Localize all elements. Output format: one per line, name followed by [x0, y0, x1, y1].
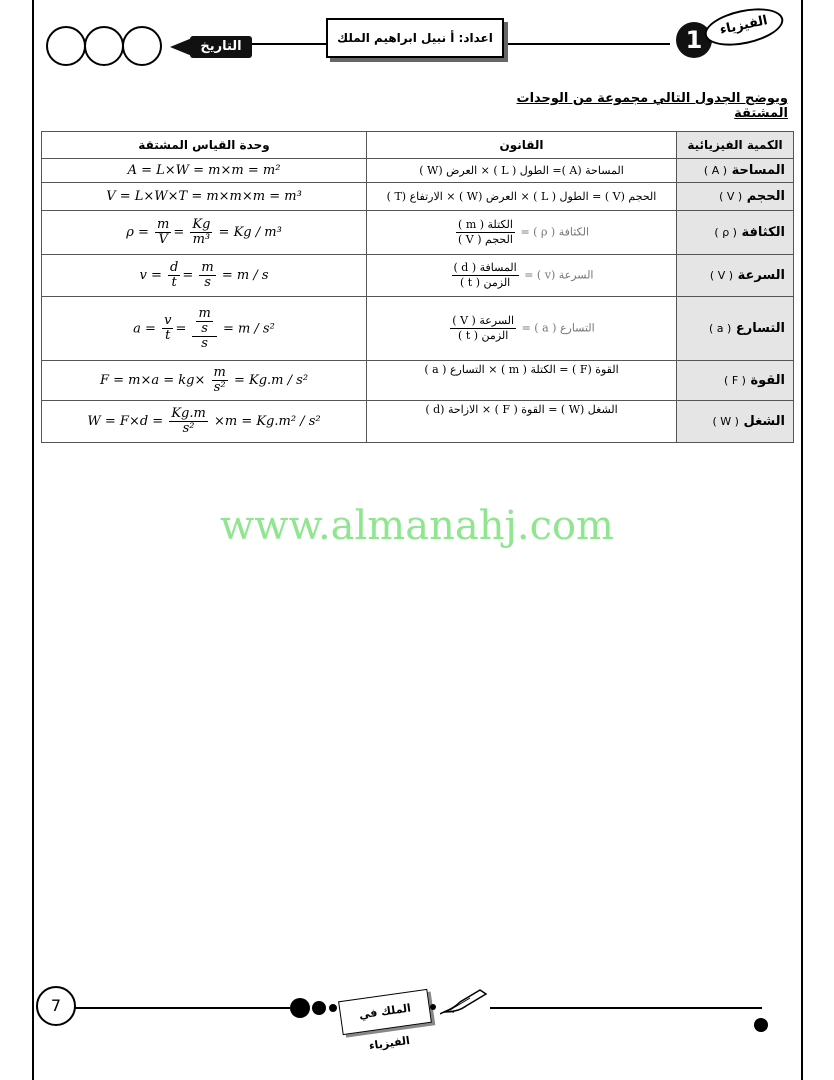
fraction-denominator: الحجم ( V ): [457, 233, 513, 246]
quantity-cell: [677, 159, 794, 183]
fraction-denominator: s: [201, 335, 208, 351]
fraction-numerator: Kg: [192, 217, 211, 232]
unit-cell: a = $\frac{v}{t}$ = $\frac{\frac{m}{s}}{s}$ = m / s²: [42, 297, 367, 361]
fraction-denominator: s²: [213, 380, 226, 395]
date-label: التاريخ: [190, 36, 252, 58]
unit-prefix: a =: [133, 321, 156, 336]
footer-line: [490, 1007, 762, 1009]
unit-cell: ρ = $\frac{m}{V}$ = $\frac{Kg}{\text{m³}}$ = Kg / m³: [42, 211, 367, 255]
unit-fraction: [155, 218, 171, 247]
quantity-cell: [677, 361, 794, 401]
fraction-numerator: Kg.m: [171, 406, 206, 421]
quantity-cell: [677, 211, 794, 255]
unit-prefix: ρ =: [126, 225, 149, 240]
table-row: [42, 211, 794, 255]
unit-cell: v = $\frac{d}{t}$ = $\frac{m}{s}$ = m / s: [42, 255, 367, 297]
table-row: [42, 183, 794, 211]
unit-prefix: F = m×a = kg×: [99, 373, 206, 388]
fraction-numerator: m: [198, 305, 211, 321]
law-fraction: [456, 218, 515, 247]
quantity-cell: [677, 297, 794, 361]
quantity-name: المساحة: [731, 163, 785, 178]
law-fraction: [452, 261, 519, 290]
table-row: [42, 401, 794, 443]
fraction-denominator: الزمن ( t ): [459, 276, 511, 289]
footer-dot: [754, 1018, 768, 1032]
unit-suffix: = Kg.m / s²: [233, 373, 309, 388]
footer-dot: [430, 1004, 436, 1010]
unit-fraction: [212, 366, 228, 395]
law-cell: القوة (F ) = الكتلة ( m ) × التسارع ( a ): [367, 361, 677, 401]
header-law: القانون: [367, 132, 677, 159]
footer-line: [74, 1007, 290, 1009]
fraction-denominator: s: [204, 275, 211, 290]
unit-prefix: v =: [139, 268, 162, 283]
quantity-symbol: ( W ): [712, 415, 739, 428]
inner-fraction: [196, 307, 212, 336]
footer-dot: [290, 998, 310, 1018]
law-lhs: الكثافة ( ρ ) =: [520, 225, 590, 239]
quantity-cell: [677, 255, 794, 297]
unit-fraction: [162, 314, 173, 343]
subject-number-badge: 1: [676, 22, 712, 58]
quantity-name: التسارع: [735, 321, 785, 336]
unit-prefix: W = F×d =: [87, 414, 164, 429]
fraction-denominator: t: [171, 275, 177, 290]
unit-cell: [42, 401, 367, 443]
quantity-symbol: ( A ): [703, 164, 728, 177]
pen-icon: [440, 986, 490, 1016]
fraction-numerator: m: [213, 365, 226, 380]
law-cell: [367, 211, 677, 255]
fraction-denominator: V: [158, 232, 168, 247]
unit-fraction: [199, 261, 215, 290]
header-quantity: الكمية الفيزيائية: [677, 132, 794, 159]
fraction-numerator: v: [164, 313, 172, 328]
quantity-symbol: ( V ): [709, 269, 734, 282]
intro-heading: ويوضح الجدول التالي مجموعة من الوحدات المشتقة: [516, 91, 788, 121]
table-row: [42, 159, 794, 183]
unit-fraction: [169, 407, 208, 436]
law-fraction: [450, 314, 516, 343]
table-row: [42, 297, 794, 361]
unit-fraction: [190, 218, 212, 247]
unit-suffix: = Kg / m³: [218, 225, 282, 240]
fraction-denominator: t: [165, 328, 171, 343]
law-cell: الحجم (V ) = الطول ( L ) × العرض (W ) × الارتفاع (T ): [367, 183, 677, 211]
header-circle: [122, 26, 162, 66]
header-unit: وحدة القياس المشتقة: [42, 132, 367, 159]
fraction-numerator: m: [201, 260, 214, 275]
quantity-name: السرعة: [737, 268, 785, 283]
fraction-denominator: m³: [192, 232, 211, 247]
fraction-numerator: السرعة ( V ): [452, 314, 515, 327]
footer-dot: [312, 1001, 326, 1015]
fraction-denominator: s²: [182, 421, 195, 436]
header-circle: [84, 26, 124, 66]
quantity-name: الحجم: [746, 189, 785, 204]
unit-suffix: ×m = Kg.m² / s²: [213, 414, 321, 429]
fraction-denominator: s: [201, 320, 208, 336]
quantity-name: الكثافة: [741, 225, 785, 240]
footer-badge: الملك في الفيزياء: [338, 989, 432, 1035]
unit-suffix: = m / s²: [222, 321, 275, 336]
quantity-symbol: ( F ): [724, 374, 746, 387]
law-lhs: التسارع ( a ) =: [521, 321, 595, 335]
footer-dot: [329, 1004, 337, 1012]
unit-compound-fraction: [192, 307, 216, 351]
quantity-symbol: ( a ): [709, 322, 732, 335]
quantity-name: الشغل: [743, 414, 785, 429]
fraction-numerator: الكتلة ( m ): [456, 218, 515, 233]
law-lhs: السرعة (v ) =: [524, 268, 594, 282]
fraction-numerator: [192, 307, 216, 337]
quantity-name: القوة: [750, 373, 785, 388]
law-cell: [367, 297, 677, 361]
derived-units-table: [41, 131, 794, 443]
header-circle: [46, 26, 86, 66]
quantity-cell: [677, 401, 794, 443]
table-header-row: [42, 132, 794, 159]
law-cell: الشغل (W ) = القوة ( F ) × الازاحة (d ): [367, 401, 677, 443]
law-cell: المساحة (A )= الطول ( L ) × العرض (W ): [367, 159, 677, 183]
table-row: [42, 361, 794, 401]
unit-suffix: = m / s: [221, 268, 269, 283]
table-row: [42, 255, 794, 297]
quantity-cell: [677, 183, 794, 211]
fraction-denominator: الزمن ( t ): [458, 329, 509, 342]
subject-label: الفيزياء: [701, 2, 786, 52]
unit-cell: A = L×W = m×m = m²: [42, 159, 367, 183]
quantity-symbol: ( V ): [719, 190, 743, 203]
date-arrow-icon: [170, 38, 192, 56]
fraction-numerator: m: [157, 217, 170, 232]
watermark: www.almanahj.com: [219, 503, 614, 549]
unit-cell: V = L×W×T = m×m×m = m³: [42, 183, 367, 211]
law-cell: [367, 255, 677, 297]
quantity-symbol: ( ρ ): [714, 226, 737, 239]
unit-cell: [42, 361, 367, 401]
page-number: 7: [36, 986, 76, 1026]
fraction-numerator: d: [170, 260, 179, 275]
unit-fraction: [168, 261, 180, 290]
author-box: اعداد: أ نبيل ابراهيم الملك: [326, 18, 504, 58]
fraction-numerator: المسافة ( d ): [453, 261, 517, 274]
